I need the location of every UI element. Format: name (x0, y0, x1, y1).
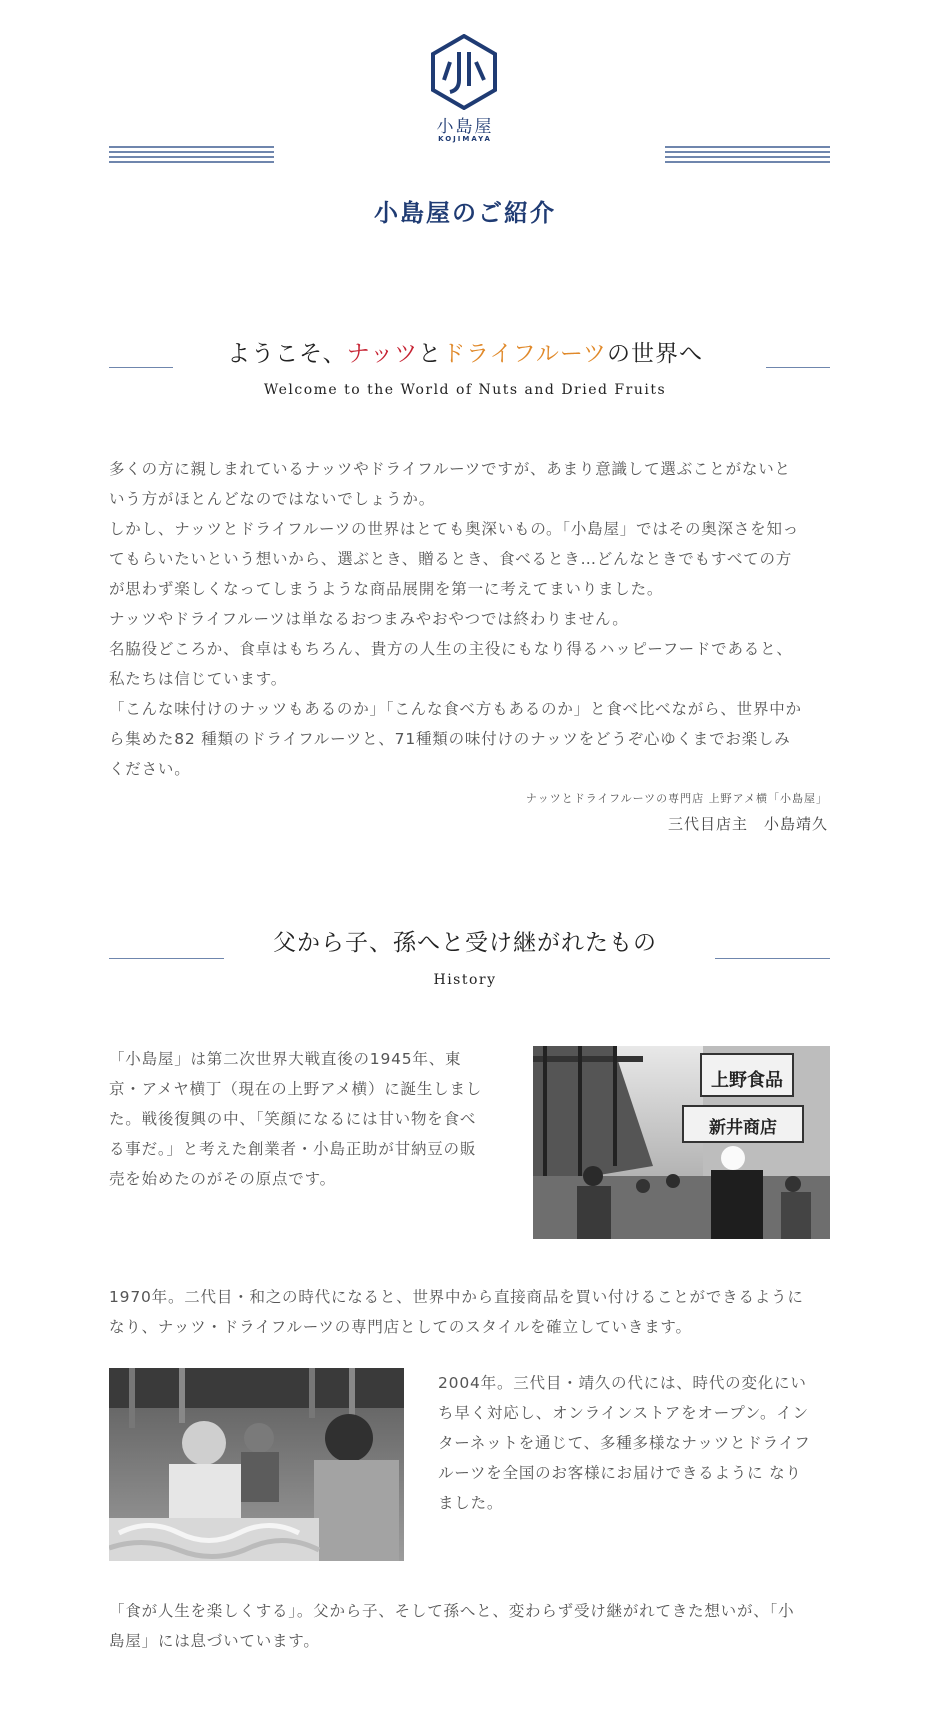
history-paragraph-2: 1970年。二代目・和之の時代になると、世界中から直接商品を買い付けることができるように なり、ナッツ・ドライフルーツの専門店としてのスタイルを確立していきます。 (109, 1288, 804, 1336)
history-subtitle: History (433, 972, 497, 988)
brand-romaji: KOJIMAYA (438, 135, 492, 143)
welcome-title: ようこそ、ナッツとドライフルーツの世界へ (227, 341, 703, 367)
header-stripes-left (109, 146, 274, 164)
welcome-body: 多くの方に親しまれているナッツやドライフルーツですが、あまり意識して選ぶことがないと いう方がほとんどなのではないでしょうか。 しかし、ナッツとドライフルーツの世界はとても奥深いもの。「小島屋」ではその奥深さを知っ てもらいたいという想いから、選ぶとき、贈るとき、食べるとき…どんなときでもすべての方 が思わず楽しくなってしまうような商品展開を第一に考えてまいりました。 ナッツやドライフルーツは単なるおつまみやおやつでは終わりません。 名脇役どころか、食卓はもちろん、貴方の人生の主役にもなり得るハッピーフードであると、 私たちは信じています。 「こんな味付けのナッツもあるのか」「こんな食べ方もあるのか」と食べ比べながら、世界中か ら集めた82 種類のドライフルーツと、71種類の味付けのナッツをどうぞ心ゆくまでお楽しみ ください。 (109, 460, 802, 778)
header-stripes-right (665, 146, 830, 164)
page-title: 小島屋のご紹介 (374, 199, 556, 227)
welcome-title-nuts: ナッツ (346, 341, 419, 367)
history-title: 父から子、孫へと受け継がれたもの (273, 930, 657, 956)
signature-shop: ナッツとドライフルーツの専門店 上野アメ横「小島屋」 (525, 792, 828, 805)
welcome-subtitle: Welcome to the World of Nuts and Dried Fruits (263, 382, 667, 398)
history-photo-ameyoko-street (533, 1046, 830, 1239)
history-paragraph-3: 2004年。三代目・靖久の代には、時代の変化にい ち早く対応し、オンラインストアをオープン。イン ターネットを通じて、多種多様なナッツとドライフ ルーツを全国のお客様にお届けできるように なり ました。 (438, 1374, 811, 1512)
signature-name: 三代目店主 小島靖久 (667, 815, 828, 833)
history-rule-left (109, 958, 224, 959)
brand-name: 小島屋 (436, 117, 494, 137)
history-rule-right (715, 958, 830, 959)
history-paragraph-1: 「小島屋」は第二次世界大戦直後の1945年、東 京・アメヤ横丁（現在の上野アメ横）に誕生しまし た。戦後復興の中、「笑顔になるには甘い物を食べ る事だ。」と考えた創業者・小島正助が甘納豆の販 売を始めたのがその原点です。 (109, 1050, 483, 1188)
history-photo-shop-interior (109, 1368, 404, 1561)
history-paragraph-4: 「食が人生を楽しくする」。父から子、そして孫へと、変わらず受け継がれてきた想いが、「小 島屋」には息づいています。 (109, 1602, 795, 1650)
photo1-sign-ueno: 上野食品 (711, 1070, 783, 1091)
photo1-sign-arai: 新井商店 (709, 1118, 777, 1138)
welcome-title-dried: ドライフルーツ (442, 341, 607, 367)
kojimaya-hexagon-logo-icon (430, 34, 498, 110)
